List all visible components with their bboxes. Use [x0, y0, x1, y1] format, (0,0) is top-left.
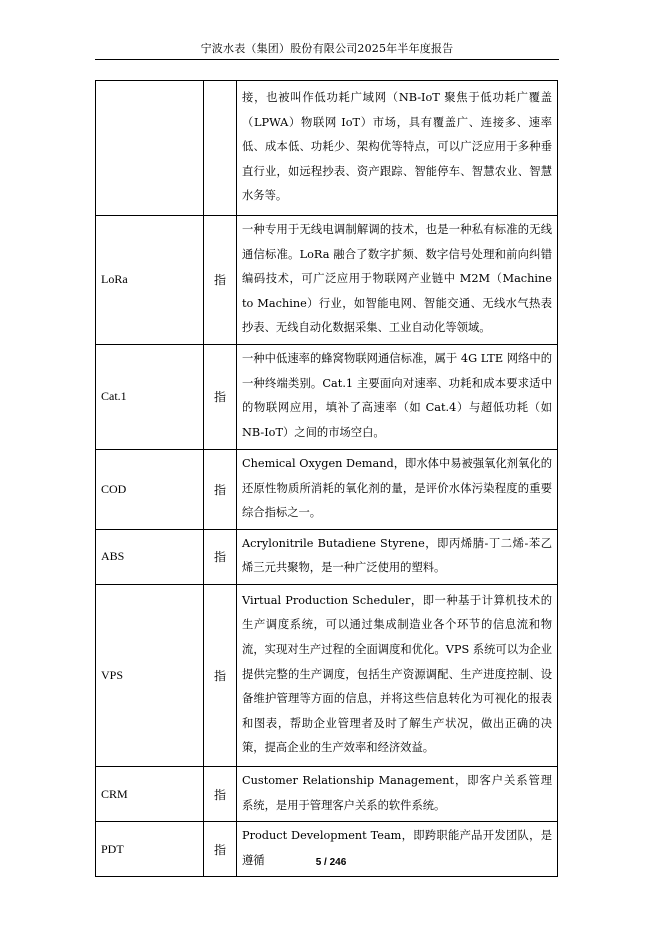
definition-cell — [237, 766, 558, 821]
definition-cell — [237, 529, 558, 584]
term-cell: CRM — [96, 766, 204, 821]
definition-cell — [237, 584, 558, 766]
table-row — [96, 822, 558, 877]
term-cell: Cat.1 — [96, 344, 204, 449]
refer-cell: 指 — [204, 344, 237, 449]
term-cell: COD — [96, 449, 204, 529]
definition-text: 接，也被叫作低功耗广域网（NB-IoT 聚焦于低功耗广覆盖（LPWA）物联网 IoT）市场，具有覆盖广、连接多、速率低、成本低、功耗少、架构优等特点，可以广泛应用于多种垂直行业，如远程抄表、资产跟踪、智能停车、智慧农业、智慧水务等。 — [242, 91, 552, 203]
definition-text: Customer Relationship Management，即客户关系管理系统，是用于管理客户关系的软件系统。 — [242, 773, 552, 812]
term-cell: ABS — [96, 529, 204, 584]
term-cell: PDT — [96, 822, 204, 877]
definition-text: 一种专用于无线电调制解调的技术，也是一种私有标准的无线通信标准。LoRa 融合了数字扩频、数字信号处理和前向纠错编码技术，可广泛应用于物联网产业链中 M2M（Machine to Machine）行业，如智能电网、智能交通、无线水气热表抄表、无线自动化数据采集、工业自动化等领域。 — [242, 223, 552, 335]
term-cell: LoRa — [96, 216, 204, 345]
definition-text: Chemical Oxygen Demand，即水体中易被强氧化剂氧化的还原性物质所消耗的氧化剂的量，是评价水体污染程度的重要综合指标之一。 — [242, 456, 552, 520]
refer-cell: 指 — [204, 822, 237, 877]
refer-cell: 指 — [204, 584, 237, 766]
definition-cell — [237, 216, 558, 345]
table-row — [96, 344, 558, 449]
definition-cell — [237, 344, 558, 449]
header-rule — [95, 59, 559, 60]
definition-cell — [237, 81, 558, 216]
definition-text: Product Development Team，即跨职能产品开发团队，是遵循 — [242, 829, 552, 867]
page-number: 5 / 246 — [315, 857, 347, 868]
table-row — [96, 766, 558, 821]
table-row — [96, 81, 558, 216]
table-row — [96, 529, 558, 584]
table-row — [96, 584, 558, 766]
table-row — [96, 449, 558, 529]
refer-cell: 指 — [204, 216, 237, 345]
refer-cell: 指 — [204, 529, 237, 584]
definition-text: 一种中低速率的蜂窝物联网通信标准，属于 4G LTE 网络中的一种终端类别。Cat.1 主要面向对速率、功耗和成本要求适中的物联网应用，填补了高速率（如 Cat.4）与超低功耗（如 NB-IoT）之间的市场空白。 — [242, 352, 552, 440]
term-cell — [96, 81, 204, 216]
definition-cell — [237, 822, 558, 877]
definition-cell — [237, 449, 558, 529]
definition-text: Virtual Production Scheduler，即一种基于计算机技术的生产调度系统，可以通过集成制造业各个环节的信息流和物流，实现对生产过程的全面调度和优化。VPS 系统可以为企业提供完整的生产调度，包括生产资源调配、生产进度控制、设备维护管理等方面的信息，并将这些信息转化为可视化的报表和图表，帮助企业管理者及时了解生产状况，做出正确的决策，提高企业的生产效率和经济效益。 — [242, 593, 552, 755]
refer-cell: 指 — [204, 766, 237, 821]
table-row — [96, 216, 558, 345]
definition-text: Acrylonitrile Butadiene Styrene，即丙烯腈-丁二烯-苯乙烯三元共聚物，是一种广泛使用的塑料。 — [242, 536, 552, 575]
term-cell: VPS — [96, 584, 204, 766]
report-header: 宁波水表（集团）股份有限公司2025年半年度报告 — [200, 42, 454, 55]
glossary-table — [95, 80, 558, 877]
refer-cell: 指 — [204, 449, 237, 529]
refer-cell — [204, 81, 237, 216]
